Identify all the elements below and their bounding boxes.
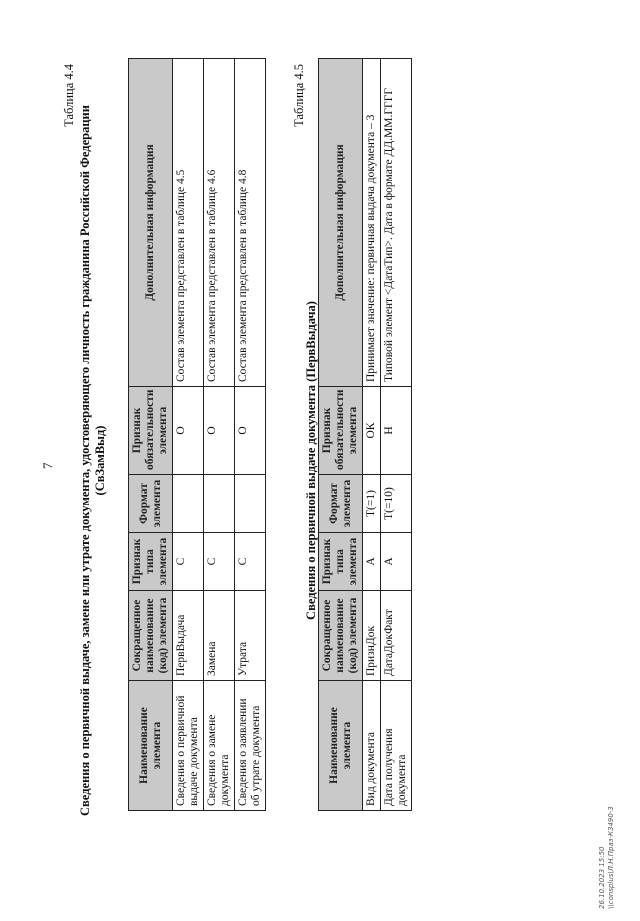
cell-required: О	[173, 387, 204, 475]
col-header-name: Наименование элемента	[319, 681, 363, 811]
col-header-code: Сокращенное наименование (код) элемента	[129, 591, 173, 681]
cell-type: С	[173, 533, 204, 591]
table-row	[363, 59, 381, 811]
cell-info: Типовой элемент <ДатаТип>. Дата в формате ДД.ММ.ГГГГ	[381, 59, 412, 387]
cell-info: Состав элемента представлен в таблице 4.8	[235, 59, 266, 387]
col-header-required: Признак обязательности элемента	[129, 387, 173, 475]
col-header-format: Формат элемента	[129, 475, 173, 533]
cell-code: ДатаДокФакт	[381, 591, 412, 681]
cell-format	[235, 475, 266, 533]
col-header-code: Сокращенное наименование (код) элемента	[319, 591, 363, 681]
col-header-info: Дополнительная информация	[129, 59, 173, 387]
print-stamp	[598, 806, 616, 909]
cell-info: Принимает значение: первичная выдача документа – 3	[363, 59, 381, 387]
table-4-5	[318, 58, 412, 811]
cell-name: Сведения о заявлении об утрате документа	[235, 681, 266, 811]
table-header-row	[129, 59, 173, 811]
print-stamp-path: \\consplus\Л.Н.Праз-К3490-3	[607, 806, 615, 909]
cell-info: Состав элемента представлен в таблице 4.6	[204, 59, 235, 387]
cell-format: T(=1)	[363, 475, 381, 533]
col-header-type: Признак типа элемента	[319, 533, 363, 591]
table-header-row	[319, 59, 363, 811]
table-4-5-title: Сведения о первичной выдаче документа (ПервВыдача)	[304, 301, 318, 620]
print-stamp-date: 26.10.2023 15:50	[598, 846, 606, 909]
table-4-4	[128, 58, 266, 811]
cell-code: Утрата	[235, 591, 266, 681]
table-4-5-caption: Таблица 4.5	[292, 64, 306, 127]
col-header-name: Наименование элемента	[129, 681, 173, 811]
col-header-required: Признак обязательности элемента	[319, 387, 363, 475]
cell-required: О	[235, 387, 266, 475]
cell-info: Состав элемента представлен в таблице 4.5	[173, 59, 204, 387]
cell-required: О	[204, 387, 235, 475]
table-row	[381, 59, 412, 811]
page-number: 7	[40, 462, 55, 469]
table-row	[235, 59, 266, 811]
cell-name: Вид документа	[363, 681, 381, 811]
table-row	[173, 59, 204, 811]
cell-type: А	[381, 533, 412, 591]
cell-required: ОК	[363, 387, 381, 475]
cell-format: T(=10)	[381, 475, 412, 533]
cell-code: ПервВыдача	[173, 591, 204, 681]
cell-name: Дата получения документа	[381, 681, 412, 811]
cell-name: Сведения о первичной выдаче документа	[173, 681, 204, 811]
table-row	[204, 59, 235, 811]
cell-format	[173, 475, 204, 533]
col-header-info: Дополнительная информация	[319, 59, 363, 387]
table-4-4-title-line1: Сведения о первичной выдаче, замене или утрате документа, удостоверяющего личность гражданина Российской Федерации	[78, 105, 92, 816]
table-4-4-title-line2: (СвЗамВыд)	[93, 425, 107, 496]
cell-code: ПризнДок	[363, 591, 381, 681]
cell-type: А	[363, 533, 381, 591]
cell-type: С	[235, 533, 266, 591]
cell-type: С	[204, 533, 235, 591]
col-header-format: Формат элемента	[319, 475, 363, 533]
cell-format	[204, 475, 235, 533]
cell-name: Сведения о замене документа	[204, 681, 235, 811]
cell-code: Замена	[204, 591, 235, 681]
table-4-4-caption: Таблица 4.4	[62, 64, 76, 127]
table-4-4-title	[78, 0, 108, 921]
cell-required: Н	[381, 387, 412, 475]
col-header-type: Признак типа элемента	[129, 533, 173, 591]
